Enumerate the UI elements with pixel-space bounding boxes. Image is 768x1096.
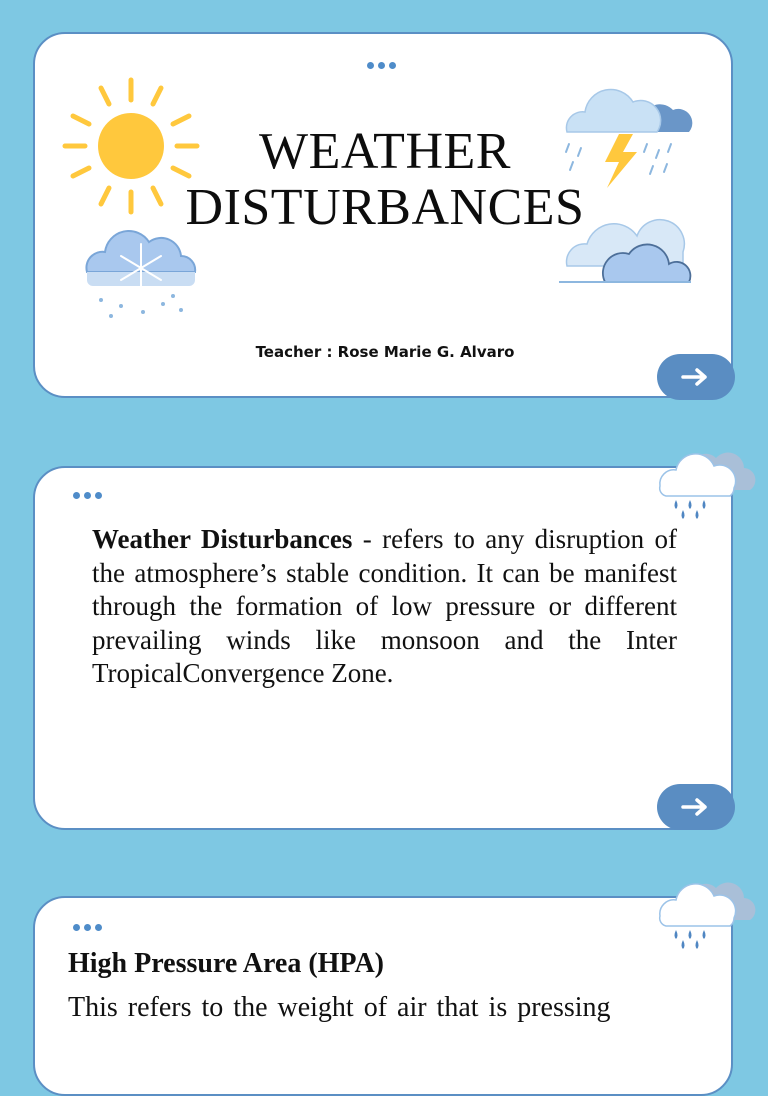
hpa-card	[33, 896, 733, 1096]
next-button[interactable]	[657, 784, 735, 830]
dots-icon	[367, 62, 396, 69]
rain-cloud-icon	[656, 876, 756, 952]
hpa-heading: High Pressure Area (HPA)	[68, 948, 384, 979]
arrow-right-icon	[681, 367, 711, 387]
next-button[interactable]	[657, 354, 735, 400]
arrow-right-icon	[681, 797, 711, 817]
hpa-text: This refers to the weight of air that is pressing	[68, 992, 611, 1023]
dots-icon	[73, 492, 102, 499]
definition-term: Weather Disturbances	[92, 524, 353, 554]
rain-cloud-icon	[656, 446, 756, 522]
title-card	[33, 32, 733, 398]
teacher-name: Teacher : Rose Marie G. Alvaro	[255, 343, 515, 361]
definition-text	[92, 523, 677, 691]
title-line-1: WEATHER	[259, 123, 511, 180]
title-line-2: DISTURBANCES	[185, 179, 585, 236]
definition-body: - refers to any disruption of the atmosphere’s stable condition. It can be manifest through the formation of low pressure or different prevailing winds like monsoon and the Inter TropicalConvergence Zone.	[92, 524, 677, 688]
definition-card	[33, 466, 733, 830]
dots-icon	[73, 924, 102, 931]
